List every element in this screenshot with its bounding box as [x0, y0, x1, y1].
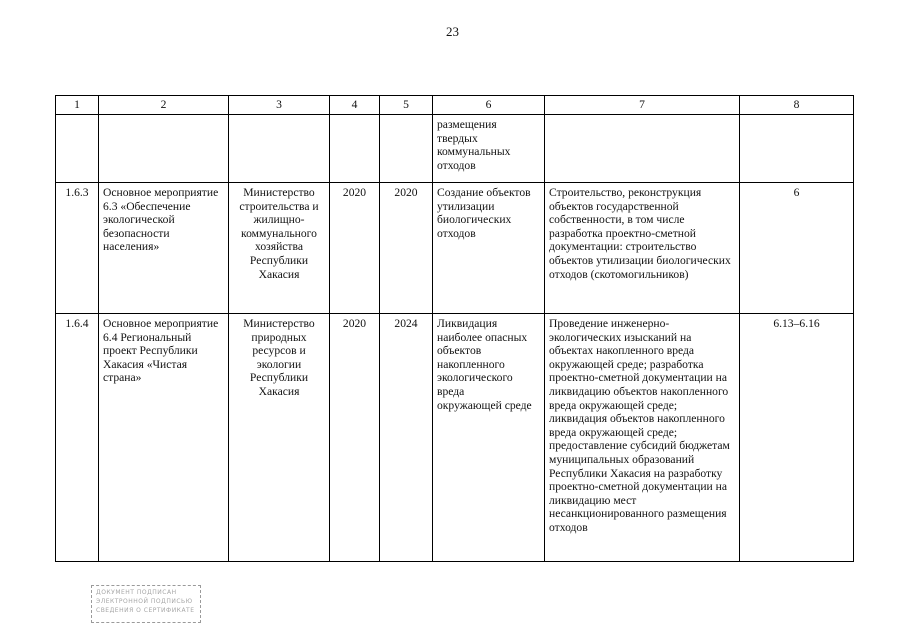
table-cell: Ликвидация наиболее опасных объектов накопленного экологического вреда окружающей среде: [433, 314, 545, 562]
stamp-line: ЭЛЕКТРОННОЙ ПОДПИСЬЮ: [96, 598, 193, 605]
page-number: 23: [446, 24, 459, 39]
header-cell: 1: [56, 96, 99, 115]
table-cell: 6.13–6.16: [740, 314, 854, 562]
table-cell: Проведение инженерно-экологических изысканий на объектах накопленного вреда окружающей среде; разработка проектно-сметной документации на ликвидацию объектов накопленного вреда окружающей среде; ликвидация объектов накопленного вреда окружающей среде; предоставление субсидий бюджетам муниципальных образований Республики Хакасия на разработку проектно-сметной документации на ликвидацию мест несанкционированного размещения отходов: [545, 314, 740, 562]
table-cell: [740, 115, 854, 183]
stamp-line: СВЕДЕНИЯ О СЕРТИФИКАТЕ: [96, 607, 195, 614]
table-row: [56, 115, 854, 183]
table-cell: Министерство природных ресурсов и экологии Республики Хакасия: [229, 314, 330, 562]
header-cell: 6: [433, 96, 545, 115]
table-cell: 2020: [330, 183, 380, 314]
measures-table: [55, 95, 854, 562]
table-cell: [330, 115, 380, 183]
table-cell: 2020: [380, 183, 433, 314]
table-cell: Создание объектов утилизации биологических отходов: [433, 183, 545, 314]
table-row: [56, 183, 854, 314]
table-cell: [545, 115, 740, 183]
header-cell: 2: [99, 96, 229, 115]
table-cell: 6: [740, 183, 854, 314]
header-cell: 4: [330, 96, 380, 115]
table-cell: Строительство, реконструкция объектов государственной собственности, в том числе разработка проектно-сметной документации: строительство объектов утилизации биологических отходов (скотомогильников): [545, 183, 740, 314]
table-cell: 1.6.3: [56, 183, 99, 314]
table-cell: Министерство строительства и жилищно-коммунального хозяйства Республики Хакасия: [229, 183, 330, 314]
header-cell: 7: [545, 96, 740, 115]
table-cell: Основное мероприятие 6.3 «Обеспечение экологической безопасности населения»: [99, 183, 229, 314]
header-cell: 3: [229, 96, 330, 115]
table-row: [56, 314, 854, 562]
table-cell: 1.6.4: [56, 314, 99, 562]
signature-stamp: [91, 585, 201, 623]
table-cell: Основное мероприятие 6.4 Региональный проект Республики Хакасия «Чистая страна»: [99, 314, 229, 562]
table-cell: [229, 115, 330, 183]
table-header-row: [56, 96, 854, 115]
header-cell: 5: [380, 96, 433, 115]
table-cell: [99, 115, 229, 183]
stamp-line: ДОКУМЕНТ ПОДПИСАН: [96, 589, 177, 596]
table-cell: 2024: [380, 314, 433, 562]
table-cell: [380, 115, 433, 183]
table-cell: 2020: [330, 314, 380, 562]
table-cell: [56, 115, 99, 183]
table-cell: размещения твердых коммунальных отходов: [433, 115, 545, 183]
header-cell: 8: [740, 96, 854, 115]
